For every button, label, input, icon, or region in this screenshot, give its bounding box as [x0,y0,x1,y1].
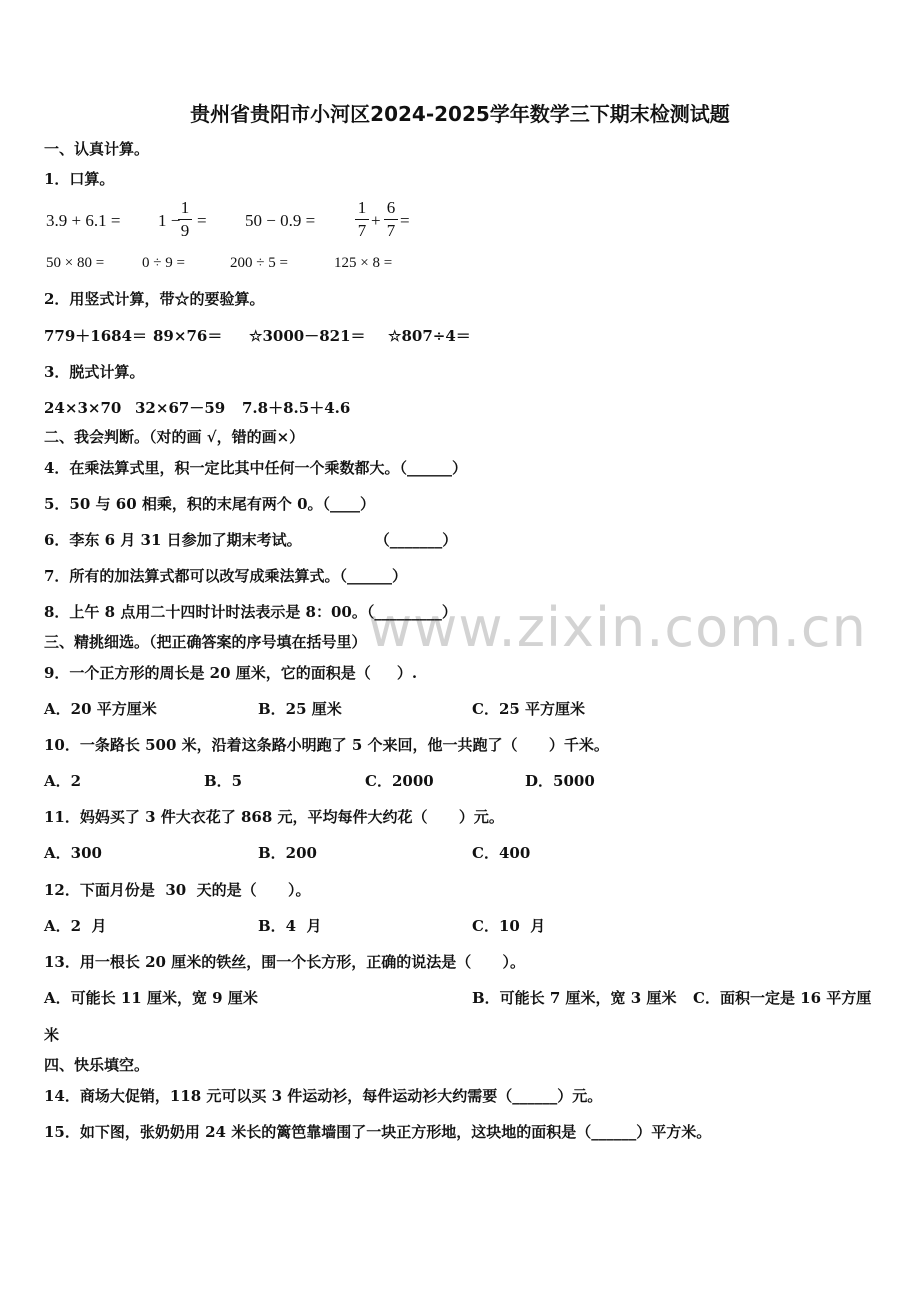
calc-item: 0 ÷ 9 = [142,255,185,271]
fraction [355,198,369,241]
option-c: C．400 [472,844,531,862]
calc-item: 89×76＝ [153,327,223,345]
option-b: B．4 月 [258,917,322,935]
option-a: A．可能长 11 厘米，宽 9 厘米 [44,989,258,1007]
calc-item: 7.8＋8.5＋4.6 [242,399,351,417]
calc-item: 3.9 + 6.1 = [46,211,121,230]
option-a: A．300 [44,844,102,862]
plus-sign: + [371,211,381,230]
question-3-label: 3．脱式计算。 [44,363,145,381]
denominator: 7 [357,221,367,240]
denominator: 7 [386,221,396,240]
calc-item: ☆807÷4＝ [388,327,471,345]
question-14: 14．商场大促销，118 元可以买 3 件运动衫，每件运动衫大约需要（______）元。 [44,1087,603,1105]
question-4: 4．在乘法算式里，积一定比其中任何一个乘数都大。（______） [44,459,467,477]
page-title: 贵州省贵阳市小河区2024-2025学年数学三下期末检测试题 [190,102,730,126]
question-6: 6．李东 6 月 31 日参加了期末考试。 （_______） [44,531,458,549]
option-d: D．5000 [525,772,595,790]
question-12-stem: 12．下面月份是 30 天的是（ ）。 [44,881,311,899]
calc-item: 779＋1684＝ [44,327,148,345]
option-b: B．200 [258,844,317,862]
denominator: 9 [180,221,190,240]
fraction-bar [384,219,398,220]
calc-item: 200 ÷ 5 = [230,255,288,271]
question-8: 8．上午 8 点用二十四时计时法表示是 8：00。（_________） [44,603,457,621]
option-c-wrap: 米 [44,1026,60,1044]
watermark-text: www.zixin.com.cn [368,596,867,659]
question-10-stem: 10．一条路长 500 米，沿着这条路小明跑了 5 个来回，他一共跑了（ ）千米。 [44,736,609,754]
equals-sign: = [197,211,207,230]
numerator: 6 [386,198,396,217]
question-13-stem: 13．用一根长 20 厘米的铁丝，围一个长方形，正确的说法是（ ）。 [44,953,526,971]
numerator: 1 [180,198,190,217]
question-11-stem: 11．妈妈买了 3 件大衣花了 868 元，平均每件大约花（ ）元。 [44,808,504,826]
option-c: C．面积一定是 16 平方厘 [693,989,872,1007]
fraction [178,198,192,241]
equals-sign: = [400,211,410,230]
calc-item: 24×3×70 [44,399,122,417]
section-heading-3: 三、精挑细选。（把正确答案的序号填在括号里） [44,633,367,651]
option-a: A．20 平方厘米 [44,700,157,718]
calc-item: ☆3000－821＝ [249,327,366,345]
numerator: 1 [357,198,367,217]
section-heading-2: 二、我会判断。（对的画 √，错的画×） [44,428,305,446]
calc-item-whole: 1 − [158,211,181,230]
option-b: B．可能长 7 厘米，宽 3 厘米 [472,989,677,1007]
calc-item: 50 − 0.9 = [245,211,316,230]
question-1-label: 1．口算。 [44,170,115,188]
section-heading-4: 四、快乐填空。 [44,1056,150,1074]
option-a: A．2 [44,772,82,790]
option-c: C．10 月 [472,917,546,935]
question-7: 7．所有的加法算式都可以改写成乘法算式。（______） [44,567,407,585]
calc-item: 125 × 8 = [334,255,393,271]
option-b: B．25 厘米 [258,700,342,718]
calc-item: 32×67－59 [135,399,226,417]
question-2-label: 2．用竖式计算，带☆的要验算。 [44,290,265,308]
option-a: A．2 月 [44,917,107,935]
fraction-bar [178,219,192,220]
option-b: B．5 [204,772,243,790]
option-c: C．25 平方厘米 [472,700,586,718]
section-heading-1: 一、认真计算。 [44,140,150,158]
option-c: C．2000 [365,772,434,790]
fraction-bar [355,219,369,220]
question-15: 15．如下图，张奶奶用 24 米长的篱笆靠墙围了一块正方形地，这块地的面积是（______）平方米。 [44,1123,712,1141]
question-5: 5．50 与 60 相乘，积的末尾有两个 0。（____） [44,495,376,513]
fraction [384,198,398,241]
question-9-stem: 9．一个正方形的周长是 20 厘米，它的面积是（ ）. [44,664,418,682]
calc-item: 50 × 80 = [46,255,105,271]
